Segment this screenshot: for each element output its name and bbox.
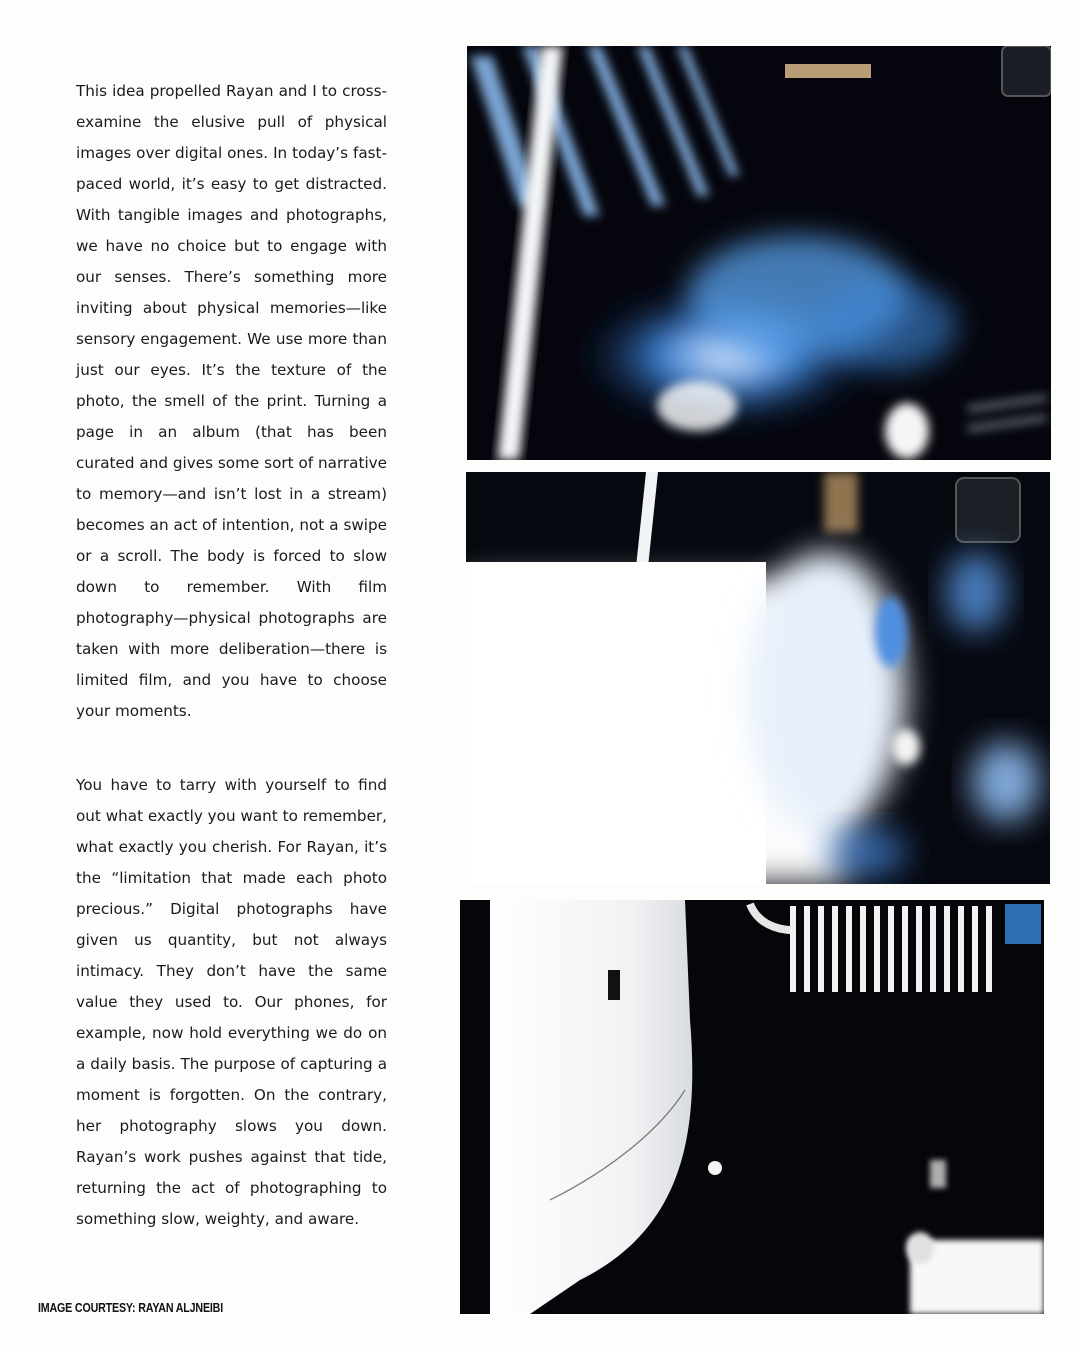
image-credit: IMAGE COURTESY: RAYAN ALJNEIBI	[38, 1300, 224, 1315]
article-paragraph: You have to tarry with yourself to find out what exactly you want to remember, what exactly you cherish. For Rayan, it’s the “limitation that made each photo precious.” Digital photographs have given us quantity, but not always intimacy. They don’t have the same value they used to. Our phones, for example, now hold everything we do on a daily basis. The purpose of capturing a moment is forgotten. On the contrary, her photography slows you down. Rayan’s work pushes against that tide, returning the act of photographing to something slow, weighty, and aware.	[76, 776, 387, 1228]
photo-white-curved-wall	[460, 900, 1044, 1314]
article-body	[76, 76, 387, 1235]
article-paragraph: This idea propelled Rayan and I to cross-examine the elusive pull of physical images over digital ones. In today’s fast-paced world, it’s easy to get distracted. With tangible images and photographs, we have no choice but to engage with our senses. There’s something more inviting about physical memories—like sensory engagement. We use more than just our eyes. It’s the texture of the photo, the smell of the print. Turning a page in an album (that has been curated and gives some sort of narrative to memory—and isn’t lost in a stream) becomes an act of intention, not a swipe or a scroll. The body is forced to slow down to remember. With film photography—physical photographs are taken with more deliberation—there is limited film, and you have to choose your moments.	[76, 82, 387, 720]
photo-overexposed-blur	[466, 472, 1050, 884]
photo-blue-light-blur	[467, 46, 1051, 460]
